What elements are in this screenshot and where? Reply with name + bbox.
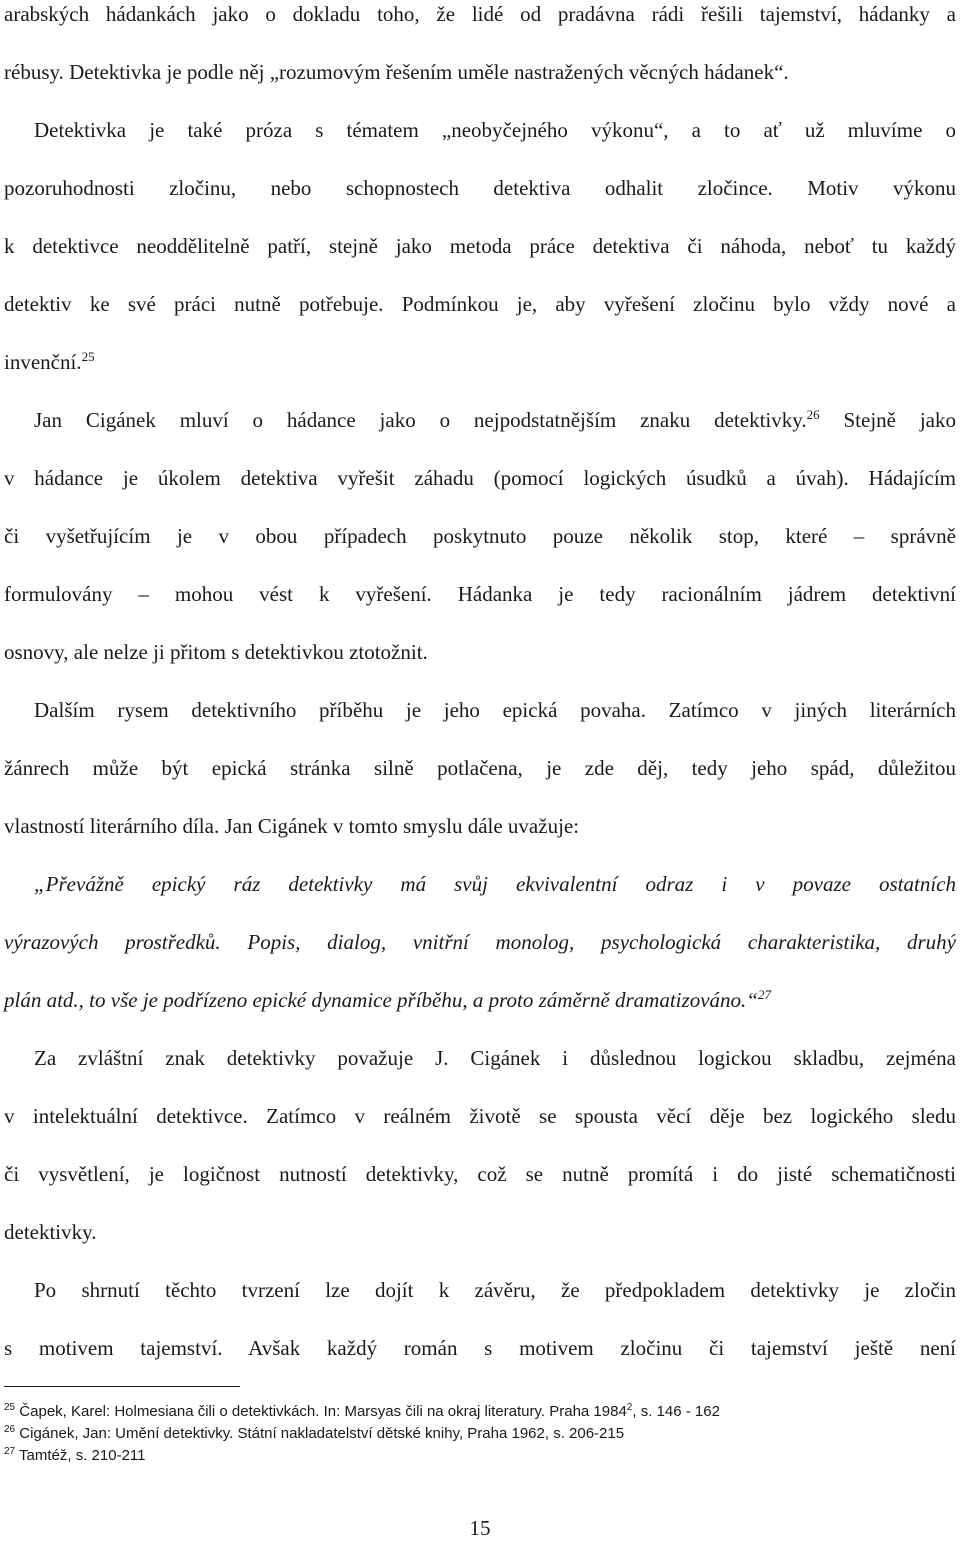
line-text: arabských hádankách jako o dokladu toho, že lidé od pradávna rádi řešili tajemství, hádanky a [4,2,956,26]
footnote-ref: 26 [806,407,820,422]
line-text: či vysvětlení, je logičnost nutností detektivky, což se nutně promítá i do jisté schematičnosti [4,1162,956,1186]
footnote-separator [4,1386,240,1387]
quote-text: výrazových prostředků. Popis, dialog, vnitřní monolog, psychologická charakteristika, druhý [4,930,956,954]
paragraph-first-line [34,116,956,144]
line-text: rébusy. Detektivka je podle něj „rozumovým řešením uměle nastražených věcných hádanek“. [4,60,789,84]
footnote-ref: 27 [757,987,771,1002]
line-text: či vyšetřujícím je v obou případech poskytnuto pouze několik stop, které – správně [4,524,956,548]
text-line [4,812,956,840]
footnote-text-continued: , s. 146 - 162 [632,1403,720,1420]
footnote-text: Cigánek, Jan: Umění detektivky. Státní nakladatelství dětské knihy, Praha 1962, s. 206-215 [19,1425,625,1442]
closing-quote: “ [746,988,758,1012]
line-text: osnovy, ale nelze ji přitom s detektivkou ztotožnit. [4,640,428,664]
line-text: v intelektuální detektivce. Zatímco v reálném životě se spousta věcí děje bez logického sledu [4,1104,956,1128]
footnote-number: 26 [4,1424,16,1435]
footnote-number: 27 [4,1446,16,1457]
quote-line [4,928,956,956]
quote-text: „Převážně epický ráz detektivky má svůj ekvivalentní odraz i v povaze ostatních [34,872,956,896]
quote-first-line [34,870,956,898]
text-line [4,174,956,202]
footnote [4,1446,944,1466]
text-line [4,1102,956,1130]
text-line [4,522,956,550]
text-line [4,58,956,86]
line-text: detektivky. [4,1220,97,1244]
line-text: žánrech může být epická stránka silně potlačena, je zde děj, tedy jeho spád, důležitou [4,756,956,780]
footnote-number: 25 [4,1402,16,1413]
line-text: Jan Cigánek mluví o hádance jako o nejpodstatnějším znaku detektivky. [34,408,807,432]
line-text: Detektivka je také próza s tématem „neobyčejného výkonu“, a to ať už mluvíme o [34,118,956,142]
line-text-continued: Stejně jako [819,408,957,432]
paragraph-first-line [34,696,956,724]
text-line [4,580,956,608]
line-text: Po shrnutí těchto tvrzení lze dojít k závěru, že předpokladem detektivky je zločin [34,1278,956,1302]
line-text: Dalším rysem detektivního příběhu je jeho epická povaha. Zatímco v jiných literárních [34,698,956,722]
paragraph-first-line [34,1276,956,1304]
line-text: s motivem tajemství. Avšak každý román s motivem zločinu či tajemství ještě není [4,1336,956,1360]
footnote-text: Čapek, Karel: Holmesiana čili o detektivkách. In: Marsyas čili na okraj literatury. Praha 1984 [19,1403,627,1420]
line-text: v hádance je úkolem detektiva vyřešit záhadu (pomocí logických úsudků a úvah). Hádajícím [4,466,956,490]
text-line [4,290,956,318]
text-line [4,348,956,376]
edition-superscript: 2 [626,1402,633,1413]
footnote [4,1424,944,1444]
text-line [4,1160,956,1188]
text-line [4,464,956,492]
text-line [4,1218,956,1246]
page-number: 15 [469,1516,491,1540]
line-text: invenční. [4,350,82,374]
line-text: formulovány – mohou vést k vyřešení. Hádanka je tedy racionálním jádrem detektivní [4,582,956,606]
line-text: pozoruhodnosti zločinu, nebo schopnostech detektiva odhalit zločince. Motiv výkonu [4,176,956,200]
line-text: Za zvláštní znak detektivky považuje J. Cigánek i důslednou logickou skladbu, zejména [34,1046,956,1070]
footnote [4,1402,944,1422]
text-line [4,638,956,666]
text-line [4,232,956,260]
quote-text: plán atd., to vše je podřízeno epické dynamice příběhu, a proto záměrně dramatizováno. [4,988,747,1012]
quote-line [4,986,956,1014]
text-line [4,754,956,782]
paragraph-first-line [34,406,956,434]
line-text: vlastností literárního díla. Jan Cigánek v tomto smyslu dále uvažuje: [4,814,580,838]
footnote-ref: 25 [81,349,95,364]
footnote-text: Tamtéž, s. 210-211 [19,1447,146,1464]
text-line [4,1334,956,1362]
line-text: k detektivce neoddělitelně patří, stejně jako metoda práce detektiva či náhoda, neboť tu každý [4,234,956,258]
line-text: detektiv ke své práci nutně potřebuje. Podmínkou je, aby vyřešení zločinu bylo vždy nové a [4,292,956,316]
paragraph-first-line [34,1044,956,1072]
text-line [4,0,956,28]
